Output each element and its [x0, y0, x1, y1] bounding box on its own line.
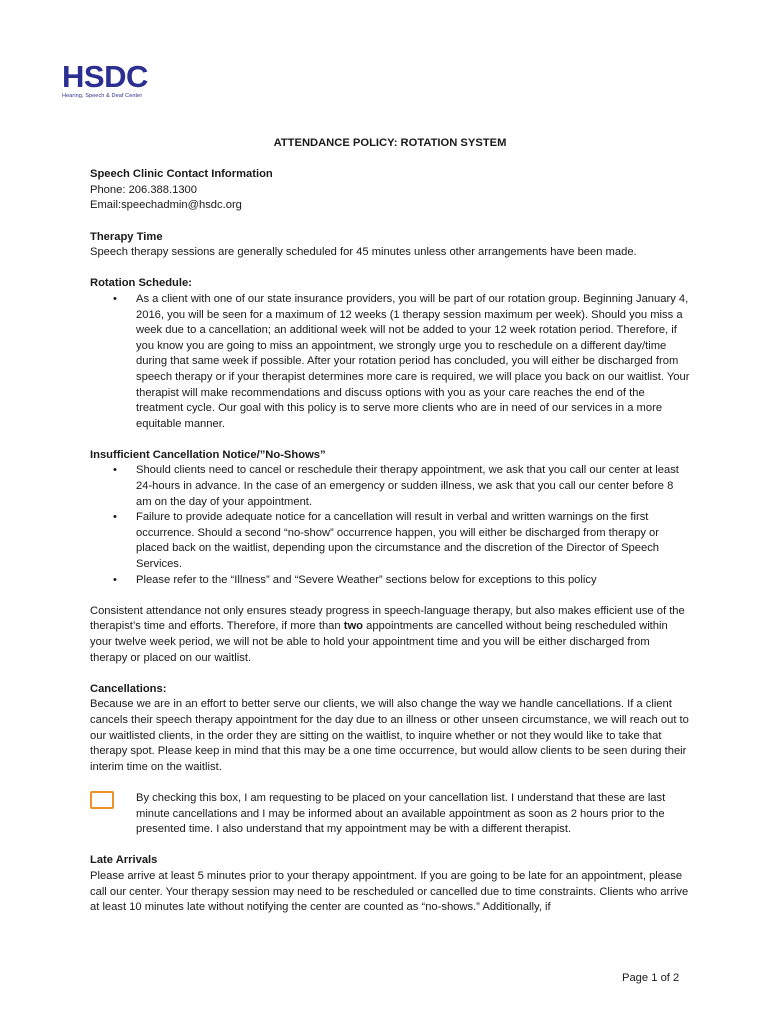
consistent-text-end: appointments are cancelled without being rescheduled within your twelve week period, we will not be able to hold your appointment time and you will be either discharged from therapy or placed on our waitlist. — [90, 620, 668, 664]
list-item-text: Should clients need to cancel or reschedule their therapy appointment, we ask that you call our center at least 24-hours in advance. In the case of an emergency or sudden illness, we ask that you call our center before 8 am on the day of your appointment. — [136, 464, 679, 508]
cancellation-list-checkbox[interactable] — [90, 791, 114, 809]
logo-subtitle: Hearing, Speech & Deaf Center — [62, 93, 143, 99]
rotation-section — [90, 276, 690, 432]
cancellations-section — [90, 682, 690, 776]
cancellations-heading: Cancellations: — [90, 682, 167, 695]
list-item-text: Failure to provide adequate notice for a cancellation will result in verbal and written warnings on the first occurrence. Should a second “no-show” occurrence happen, you will either be discharged from therapy or placed back on the waitlist, depending upon the circumstance and the discretion of the Director of Speech Services. — [136, 511, 660, 571]
cancellations-text: Because we are in an effort to better serve our clients, we will also change the way we handle cancellations. If a client cancels their speech therapy appointment for the day due to an illness or other unseen circumstance, we will reach out to our waitlisted clients, in the order they are sitting on the waitlist, to inquire whether or not they would like to take that therapy spot. Please keep in mind that this may be a one time occurrence, but would allow clients to be seen during their interim time on the waitlist. — [90, 698, 689, 773]
list-item — [90, 292, 690, 432]
insufficient-notice-section — [90, 448, 690, 588]
therapy-time-text: Speech therapy sessions are generally scheduled for 45 minutes unless other arrangements have been made. — [90, 246, 637, 259]
cancellation-list-text: By checking this box, I am requesting to be placed on your cancellation list. I understand that these are last minute cancellations and I may be informed about an available appointment as soon as 2 hours prior to the presented time. I also understand that my appointment may be with a different therapist. — [136, 791, 666, 836]
late-arrivals-heading: Late Arrivals — [90, 854, 158, 867]
contact-section — [90, 167, 690, 214]
list-item — [90, 510, 690, 572]
logo-mark: HSDC — [62, 59, 148, 94]
consistent-bold-word: two — [343, 620, 363, 633]
list-item-text: As a client with one of our state insurance providers, you will be part of our rotation group. Beginning January 4, 2016, you will be seen for a maximum of 12 weeks (1 therapy session maximum per week). Should you miss a week due to a cancellation; an additional week will not be added to your 12 week rotation period. Therefore, if you know you are going to miss an appointment, we strongly urge you to reschedule on a different day/time during that same week if possible. After your rotation period has concluded, you will either be discharged from speech therapy or if your therapist determines more care is required, we will place you back on our waitlist. Your therapist will make recommendations and discuss options with you as your care reaches the end of the treatment cycle. Our goal with this policy is to serve more clients who are in need of our services in a more equitable manner. — [136, 292, 690, 430]
document-body — [90, 136, 690, 916]
late-arrivals-section — [90, 853, 690, 915]
consistent-attendance-paragraph — [90, 604, 690, 666]
insufficient-list — [90, 463, 690, 588]
bullet-icon: • — [113, 573, 117, 586]
late-arrivals-text: Please arrive at least 5 minutes prior to your therapy appointment. If you are going to be late for an appointment, please call our center. Your therapy session may need to be rescheduled or cancelled due to time constraints. Clients who arrive at least 10 minutes late without notifying the center are counted as “no-shows.” Additionally, if — [90, 869, 689, 914]
rotation-heading: Rotation Schedule: — [90, 277, 192, 290]
therapy-time-section — [90, 230, 690, 261]
therapy-time-heading: Therapy Time — [90, 230, 163, 243]
contact-phone: Phone: 206.388.1300 — [90, 183, 198, 196]
consistent-text-start: Consistent attendance not only ensures steady progress in speech-language therapy, but also makes efficient use of the therapist’s time and efforts. Therefore, if more than — [90, 604, 685, 633]
bullet-icon: • — [113, 511, 117, 524]
contact-heading: Speech Clinic Contact Information — [90, 168, 273, 181]
list-item-text: Please refer to the “Illness” and “Severe Weather” sections below for exceptions to this policy — [136, 573, 597, 586]
bullet-icon: • — [113, 464, 117, 477]
insufficient-heading: Insufficient Cancellation Notice/”No-Shows” — [90, 448, 326, 461]
page-number: Page 1 of 2 — [622, 972, 680, 984]
list-item — [90, 573, 690, 589]
contact-email: Email:speechadmin@hsdc.org — [90, 199, 242, 212]
bullet-icon: • — [113, 292, 117, 305]
page-title: ATTENDANCE POLICY: ROTATION SYSTEM — [273, 137, 507, 149]
cancellation-list-row — [90, 791, 690, 838]
rotation-list — [90, 292, 690, 432]
list-item — [90, 463, 690, 510]
hsdc-logo — [62, 59, 148, 99]
